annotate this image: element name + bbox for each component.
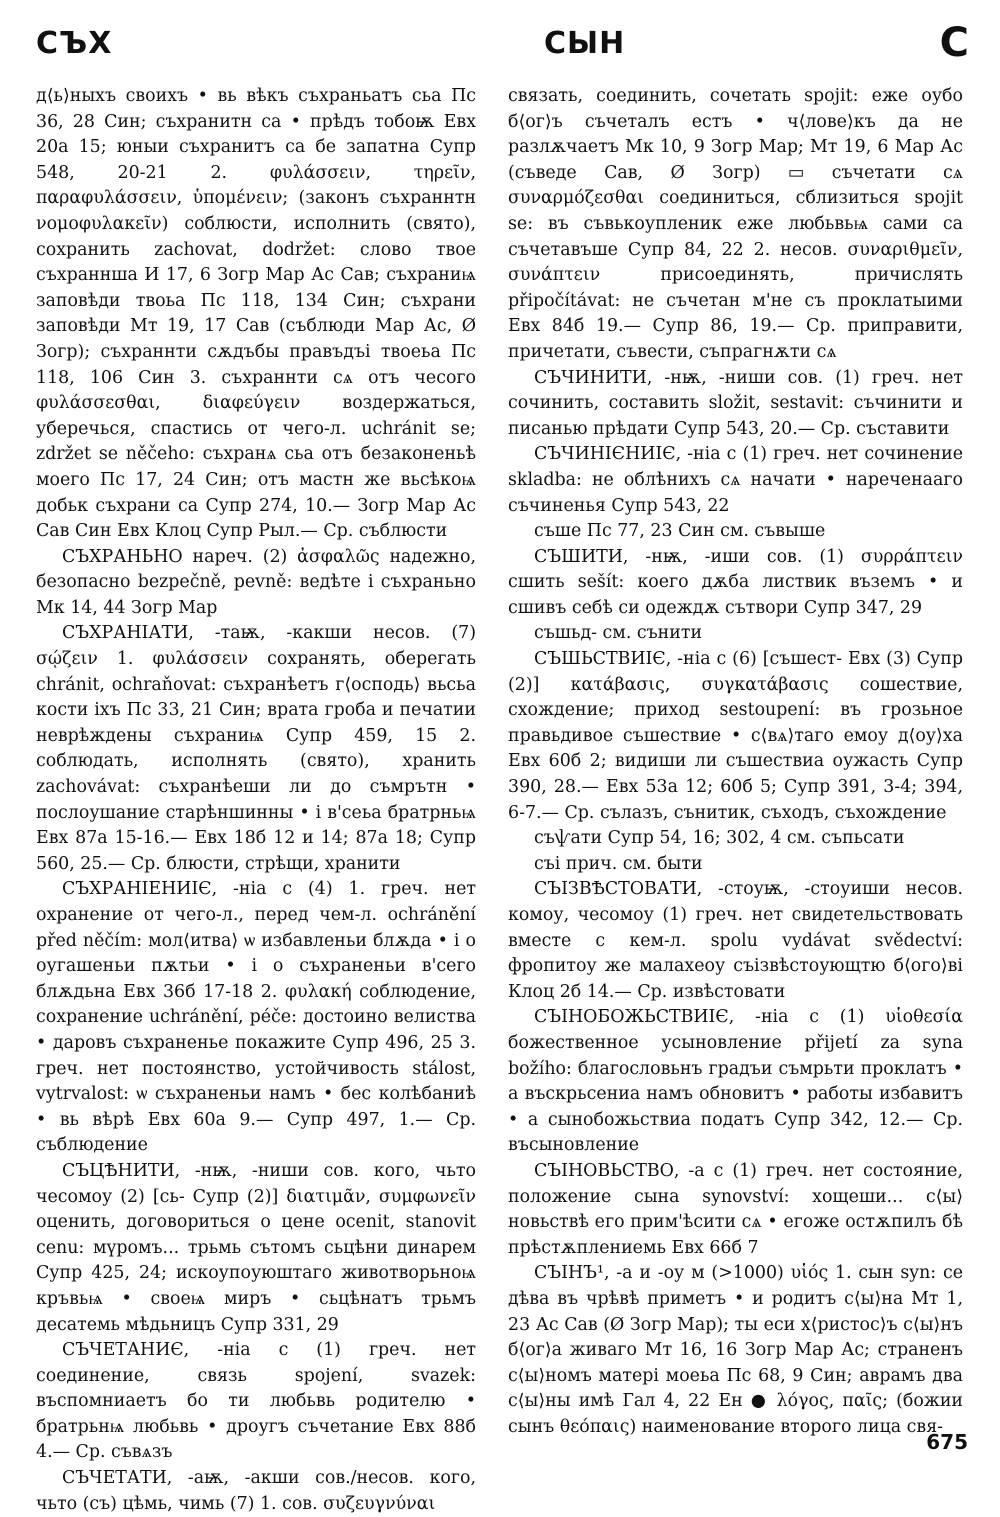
section-letter: С: [939, 20, 970, 66]
dictionary-entry: СЪХРАНЬНО нареч. (2) ἀσφαλῶς надежно, безопасно bezpečně, pevně: ведѣте і съхраньно Мк 14, 44 Зогр Мар: [36, 546, 476, 618]
dictionary-entry: СЪШИТИ, -нѭ, -иши сов. (1) συρράπτειν сшить sešít: коего дѫба листвик въземъ • и сшивъ себѣ си одеждѫ сътвори Супр 347, 29: [508, 546, 963, 618]
cross-reference: съшьд- см. сънити: [534, 623, 703, 644]
dictionary-entry: СЪХРАНІЕНИІЄ, -ніа с (4) 1. греч. нет охранение от чего-л., перед чем-л. ochránění před něčím: мол⟨итва⟩ ѡ избавленьи блѫда • і о оугашеньи пѫтьи • і о съхраненьи в'сего блѫдьна Евх 36б 17-18 2. φυλακή соблюдение, сохранение uchránění, péče: достоино велиства • даровъ съхраненье покажите Супр 496, 25 3. греч. нет постоянство, устойчивость stálost, vytrvalost: ѡ съхраненьи намъ • бес колѣбаниѣ • вь вѣрѣ Евх 60а 9.— Супр 497, 1.— Ср. съблюдение: [36, 879, 476, 1156]
dictionary-entry: СЪІНЪ¹, -а и -оу м (>1000) υἱός 1. сын syn: се дѣва въ чрѣвѣ приметъ • и родитъ с⟨ы⟩на Мт 1, 23 Ас Сав (Ø Зогр Мар); ты еси х⟨ристос⟩ъ с⟨ы⟩нъ б⟨ог⟩а живаго Мт 16, 16 Зогр Мар Ас; страненъ с⟨ы⟩номъ матері моеьа Пс 68, 9 Син; аврамъ два с⟨ы⟩ны имѣ Гал 4, 22 Ен ● λόγος, παῖς; (божии сынъ θεόπαις) наименование второго лица свя-: [508, 1263, 963, 1437]
dictionary-entry: СЪЧИНІЄНИІЄ, -ніа с (1) греч. нет сочинение skladba: не облѣнихъ сѧ начати • нареченааго съчиненья Супр 543, 22: [508, 444, 963, 516]
dictionary-entry: СЪЧИНИТИ, -нѭ, -ниши сов. (1) греч. нет сочинить, составить složit, sestavit: съчинити и писанью прѣдати Супр 543, 20.— Ср. съставити: [508, 367, 963, 439]
page-number: 675: [926, 1430, 968, 1454]
left-column: [36, 84, 476, 1517]
dictionary-entry: СЪЦѢНИТИ, -нѭ, -ниши сов. кого, чьто чесомоу (2) [сь- Супр (2)] διατιμᾶν, συμφωνεῖν оценить, договориться о цене ocenit, stanovit cenu: мүромъ... трьмь сътомъ сьцѣни динарем Супр 425, 24; искоупоуюштаго животворьноѩ кръвьѩ • своеѩ миръ • сьцѣнатъ трьмъ десатемь мѣдьницъ Супр 331, 29: [36, 1160, 476, 1335]
page-header: [36, 20, 970, 76]
cross-reference: съі прич. см. быти: [534, 853, 703, 874]
dictionary-entry: СЪІНОБОЖЬСТВИІЄ, -ніа с (1) υἱοθεσία божественное усыновление přijetí za syna božího: благословьнъ градъи съмрьти проклатъ • а въскрьсениа намъ обновитъ • работы избавитъ • а сынобожьствиа податъ Супр 342, 12.— Ср. въсыновление: [508, 1007, 963, 1156]
dictionary-entry: СЪІНОВЬСТВО, -а с (1) греч. нет состояние, положение сына synovství: хощеши... с⟨ы⟩новьствѣ его прим'ѣсити сѧ • егоже остѫпилъ бѣ прѣстѫплениемь Евх 66б 7: [508, 1160, 963, 1258]
entry-continuation: д⟨ь⟩ныхъ своихъ • вь вѣкъ съхраньатъ сьа Пс 36, 28 Син; съхранитн са • прѣдъ тобоѭ Евх 20а 15; юныи съхранитъ са бе запатна Супр 548, 20-21 2. φυλάσσειν, τηρεῖν, παραφυλάσσειν, ὑπομένειν; (законъ съхраннтн νομοφυλακεῖν) соблюсти, исполнить (свято), сохранить zachovat, dodržet: слово твое съхраннша И 17, 6 Зогр Мар Ас Сав; съхраниѩ заповѣди твоьа Пс 118, 134 Син; съхрани заповѣди Мт 19, 17 Сав (съблюди Мар Ас, Ø Зогр); съхраннти сѫдъбы правъдъі твоеьа Пс 118, 106 Син 3. съхраннти сѧ отъ чесого φυλάσσεσθαι, διαφεύγειν воздержаться, уберечься, спастись от чего-л. uchránit se; zdržet se něčeho: съхранѧ сьа отъ безаконеньѣ моего Пс 17, 24 Син; отъ мастн же вьсѣкоѩ добьк съхрани са Супр 274, 10.— Зогр Мар Ас Сав Син Евх Клоц Супр Рыл.— Ср. съблюсти: [36, 86, 476, 542]
dictionary-entry: СЪЧЕТАТИ, -аѭ, -акши сов./несов. кого, чьто (съ) цѣмь, чимь (7) 1. сов. συζευγνύναι: [36, 1468, 476, 1514]
dictionary-entry: СЪІЗВѢСТОВАТИ, -стоуѭ, -стоуиши несов. комоу, чесомоу (1) греч. нет свидетельствовать вместе с кем-л. spolu vydávat svědectví: фропитоу же малахеоу съізвѣстоующтю б⟨ого⟩ві Клоц 2б 14.— Ср. извѣстовати: [508, 879, 963, 1002]
entry-continuation: связать, соединить, сочетать spojit: еже оубо б⟨ог⟩ъ съчеталъ естъ • ч⟨лове⟩къ да не разлѫчаетъ Мк 10, 9 Зогр Мар; Мт 19, 6 Мар Ас (съведе Сав, Ø Зогр) ▭ съчетати сѧ συναρμόζεσθαι соединиться, сблизиться spojit se: въ съвькоупленик еже любьвьѩ сами са съчетавъше Супр 84, 22 2. несов. συναριθμεῖν, συνάπτειν присоединять, причислять připočítávat: не съчетан м'не съ проклатыими Евх 84б 19.— Супр 86, 19.— Ср. приправити, причетати, съвести, съпрагнѫти сѧ: [508, 86, 963, 362]
dictionary-entry: СЪХРАНІАТИ, -таѭ, -какши несов. (7) σῴζειν 1. φυλάσσειν сохранять, оберегать chránit, ochraňovat: съхранѣетъ г⟨осподь⟩ вьсьа кости іхъ Пс 33, 21 Син; врата гроба и печатии неврѣждены съхраниѩ Супр 459, 15 2. соблюдать, исполнять (свято), хранить zachovávat: съхранѣеши ли до съмрътн • послоушание старѣншинны • і в'сеьа братрньѩ Евх 87а 15-16.— Евх 18б 12 и 14; 87а 18; Супр 560, 25.— Ср. блюсти, стрѣщи, хранити: [36, 623, 476, 874]
dictionary-entry: СЪШЬСТВИІЄ, -ніа с (6) [съшест- Евх (3) Супр (2)] κατάβασις, συγκατάβασις сошествие, схождение; приход sestoupení: въ грозьное правьдивое съшествие • с⟨вѧ⟩таго емоу д⟨оу⟩ха Евх 60б 2; видиши ли съшествиа оужасть Супр 390, 28.— Евх 53а 12; 60б 5; Супр 391, 3-4; 394, 6-7.— Ср. сълазъ, сънитик, съходъ, съхождение: [508, 649, 963, 823]
right-running-head: СЫН: [544, 26, 626, 61]
cross-reference: съше Пс 77, 23 Син см. съвыше: [534, 521, 826, 542]
left-running-head: СЪХ: [36, 26, 113, 61]
right-column: [508, 84, 963, 1440]
cross-reference: съѱати Супр 54, 16; 302, 4 см. съпьсати: [534, 828, 905, 849]
dictionary-entry: СЪЧЕТАНИЄ, -ніа с (1) греч. нет соединение, связь spojení, svazek: въспомниаетъ бо ти любьвь родителю • братрьнѩ любьвь • дроугъ съчетание Евх 88б 4.— Ср. съвѧзъ: [36, 1340, 476, 1463]
